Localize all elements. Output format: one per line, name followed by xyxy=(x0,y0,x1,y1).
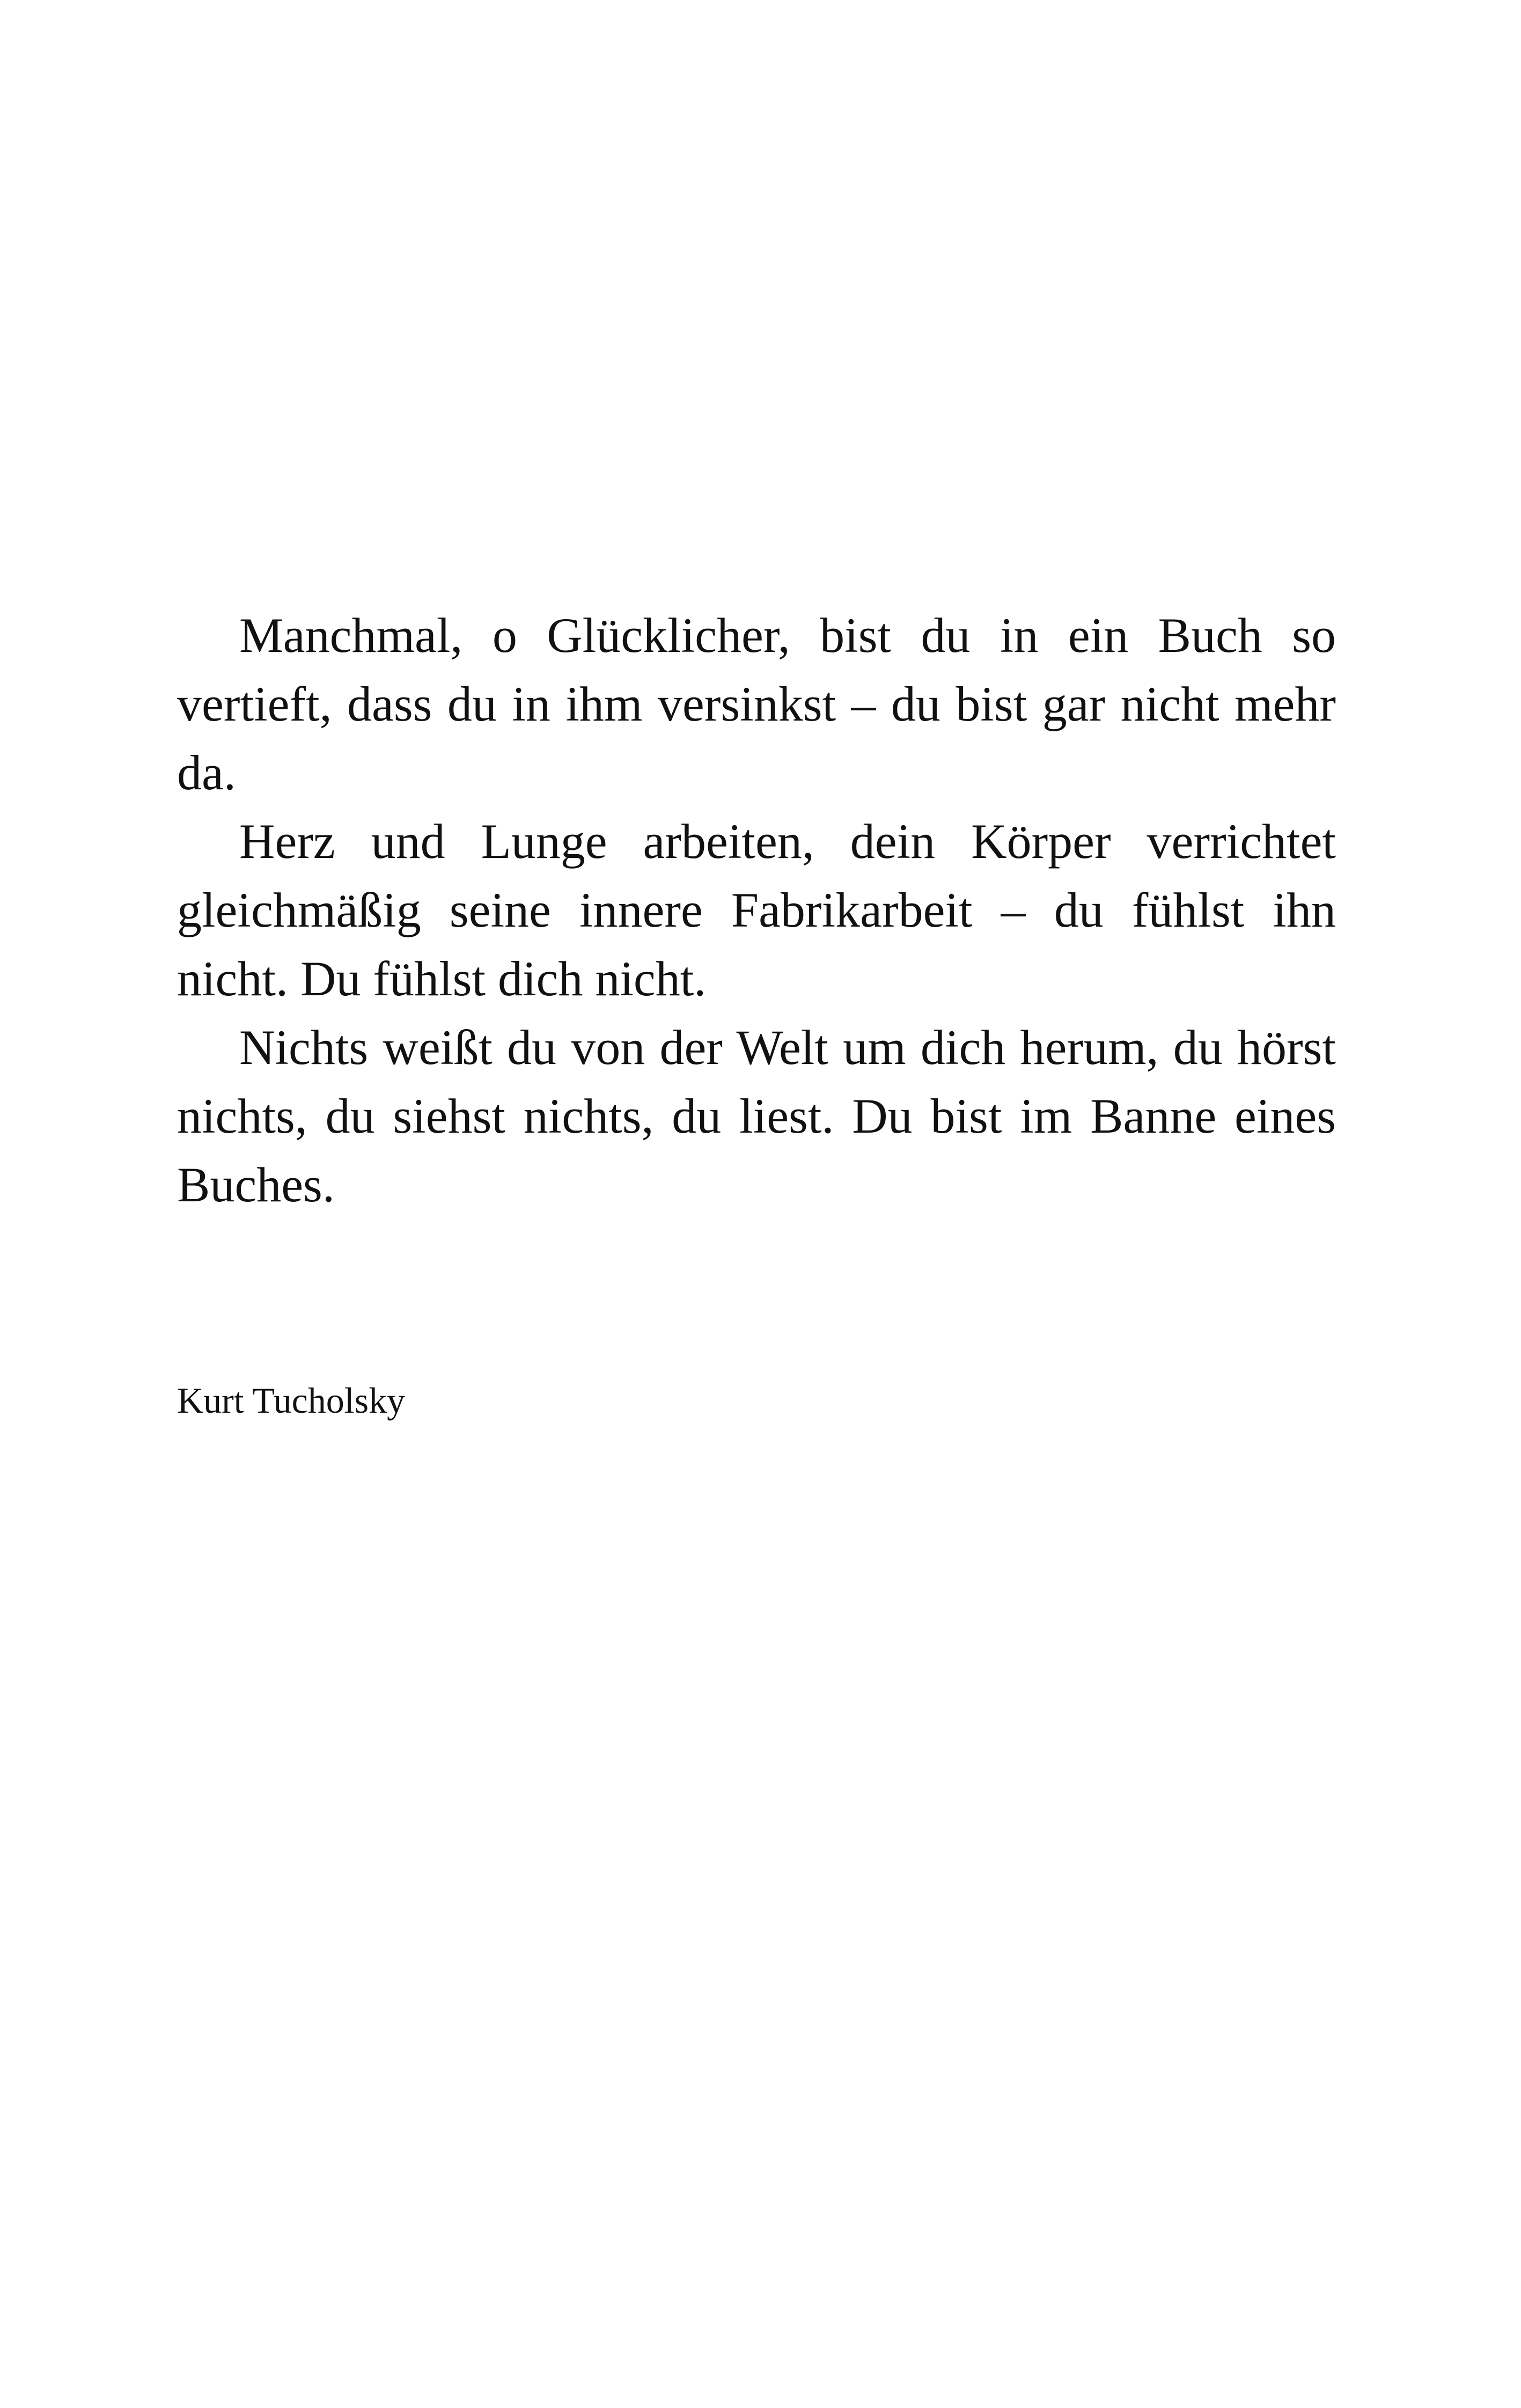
quote-paragraph-1: Manchmal, o Glücklicher, bist du in ein Buch so vertieft, dass du in ihm versinkst – du bist gar nicht mehr da. xyxy=(177,608,1336,800)
quote-paragraph-3: Nichts weißt du von der Welt um dich herum, du hörst nichts, du siehst nichts, du liest. Du bist im Banne eines Buches. xyxy=(177,1020,1336,1212)
quote-paragraph-2: Herz und Lunge arbeiten, dein Körper verrichtet gleichmäßig seine innere Fabrikarbeit – du fühlst ihn nicht. Du fühlst dich nicht. xyxy=(177,814,1336,1006)
quote-text xyxy=(177,601,1336,1219)
quote-author: Kurt Tucholsky xyxy=(177,1380,406,1421)
